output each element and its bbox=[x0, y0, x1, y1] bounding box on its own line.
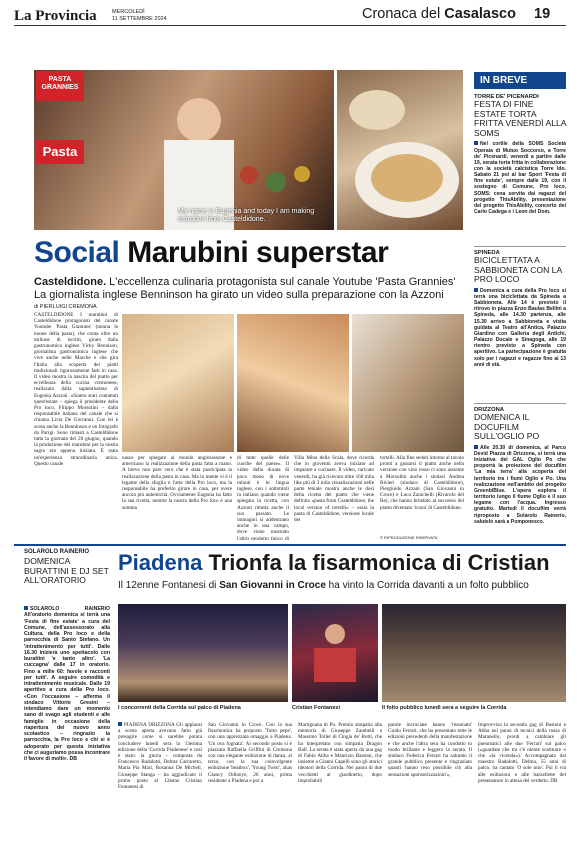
accordion-player-illustration bbox=[292, 604, 378, 702]
issue-day: MERCOLEDÌ bbox=[112, 9, 145, 15]
solarolo-text: SOLAROLO RAINERIO All'oratorio domenica si terrà una 'Festa di fine estate' a cura del Comune, dell'assessorato alla Cultura, della Pro loco e della parrocchia di Santo Stefano. Un 'intrattenimento per tutti'. Dalle 16.30 inizierà uno spettacolo con burattini 'e tanto altro'. 'La cuccagna' dalle 17 in oratorio. Fino a mille 60: favole e racconti per tutti'. A seguire comodità e intrattenimento musicale. Dalle 19 aperitivo a cura della Pro loco. «Con l'occasione – afferma il sindaco Vittorio Gresini – intendiamo dare un momento sano di svago agli studenti e alle famiglie in occasione della riapertura del nuovo anno scolastico – ringrazio la parrocchia, la Pro loco e chi si è adoperato per questa iniziativa che ci auguriamo possa incontrare il favore di molti». DB bbox=[24, 606, 110, 762]
photo-marubini-making bbox=[237, 314, 349, 452]
brief-title: FESTA DI FINE ESTATE TORTA FRITTA VENERDÌ ALLA SOMS bbox=[474, 99, 567, 138]
reproduction-notice: © RIPRODUZIONE RISERVATA bbox=[380, 535, 438, 540]
newspaper-brand: La Provincia bbox=[14, 8, 97, 24]
photo-caption: Il folto pubblico lunedì sera a seguire la Corrida bbox=[382, 705, 507, 711]
photo-caption: Cristian Fontanesi bbox=[292, 705, 340, 711]
brief-title: DOMENICA IL DOCUFILM SULL'OGLIO PO bbox=[474, 412, 540, 442]
brief-text: Alle 20.30 di domenica, al Parco Devid Piazza di Drizzona, si terrà una iniziativa del GAL Oglio Po che proporrà la proiezione del docufilm 'La mia terra' alla scoperta del territorio tra i fiumi Oglio e Po. Una realizzazione nell'ambito del progetto GreenblBlue. L'opera esplora il territorio lungo il fiume Oglio e il suo legame con l'acqua. Ingresso gratuito. Martedì il docufilm verrà riproposto a Solarolo Rainerio, salutelo sarà a Pomponesco. bbox=[474, 444, 566, 525]
brief-item-torre bbox=[474, 94, 566, 253]
main-story-col1: CASTELDIDONE I marubini di Casteldidone protagonisti del canale Youtube 'Pasta Grannies' (nonna le nonne della pasta), che conta oltre un milione di iscritti, girato dalla gastronomica inglese Vicky Bennison, giornalista gastronomica inglese che vive anche nelle Marche e che gira l'Italia alla scoperta dei piatti tradizionali rigorosamente fatti in casa. Il video mostra la nascita del piatto per eccellenza della cucina cremonese, realizzato dalla sapientissima di Eugenia Azzoni. «Siamo stati contattati quest'estate – spiega il presidente della Pro loco, Filippo Morsolini – dalla responsabile italiana del canale che si chiama Livia De Giovanni. Con lei è scesa anche la Benninson e un fotografo da Parigi. Sono rimasti a Casteldidone tutta la giornata del 20 giugno, quando la produzione dei marubini per la nostra sagra era appena iniziata. È stata un'esperienza straordinaria unica. Questo canale bbox=[34, 312, 118, 467]
photo-pasta-sheet bbox=[122, 314, 234, 452]
piadena-headline: Piadena Trionfa la fisarmonica di Cristian bbox=[118, 550, 550, 575]
section-title: Cronaca del Casalasco bbox=[362, 6, 516, 22]
main-story-col4: Villa Mina della Scala, dove ricorda che in gioventù aveva iniziato ad imparare a cucinare. Il video, caricato venerdì, ha già ricevuto oltre 160 mila like più di 3 mila visualizzazioni nelle parte teniale mostra anche le dosi della ricetta del piatto che viene definito «pasta from Casteldidone, the local version of tortelli» – ossia la pasta di Casteldidone, versione locale dei bbox=[294, 455, 374, 524]
solarolo-title: DOMENICA BURATTINI E DJ SET ALL'ORATORIO bbox=[24, 556, 109, 586]
photo-caption: I concorrenti della Corrida sul palco di Piadena bbox=[118, 705, 241, 711]
piadena-subhead: Il 12enne Fontanesi di San Giovanni in Croce ha vinto la Corrida davanti a un folto pubblico bbox=[118, 580, 529, 591]
brief-kicker: SPINEDA bbox=[474, 250, 500, 256]
pasta-logo-badge: Pasta bbox=[36, 140, 84, 164]
piadena-col3: Martignana di Po. Premio simpatia alla memoria di Giuseppe Zambelli a Massimo Toller di Cingia de' Botti, che ha interpretato con simpatia Dragon Ball. La serata è stata aperta da una gag di Fabio Abba e Maurizio Bastoni, che insieme a Gianni Capelli sono gli storici ideatori della Corrida. Nei panni di due vecchietti al giardinetto, dopo improbabili bbox=[298, 722, 382, 784]
piadena-col1: PIADENA DRIZZONA Gli applausi a scena aperta avevano fatto già presagire come si sarebbe potuta concludere lunedì sera la 13esima edizione della 'Corrida Piadenese' e così è stato: la giuria – composta da Francesco Badalotti, Delma Carraretto, Maria Pia Mari, Rosanna De Micheli, Giuseppe Stanga – ha aggiudicato il primo posto al 12enne Cristian Fontanesi di bbox=[118, 722, 202, 791]
photo-cristian-fontanesi bbox=[292, 604, 378, 702]
photo-eugenia-kitchen bbox=[352, 314, 464, 452]
brief-kicker: DRIZZONA bbox=[474, 407, 504, 413]
main-story-col5: tortelli. Alla fine seduti intorno al tavolo pronti a gustarsi il piatto anche nella versione con vino rosso ci sono assieme a Morsolini anche i sindaci Andrea Rivieri (sindaco di Casteldidone), Piergiuido Azzani (San Giovanni in Croce) e Luca Zanichelli (Rivarolo del Re), che hanno brindato al successo del piatto diventato 'icona' di Casteldidone. bbox=[380, 455, 464, 511]
bullet-square-icon bbox=[118, 722, 122, 726]
pasta-grannies-logo: PASTA GRANNIES bbox=[36, 71, 84, 101]
brief-kicker: TORRE DE' PICENARDI bbox=[474, 94, 539, 100]
brief-divider bbox=[474, 403, 566, 404]
brief-title: BICICLETTATA A SABBIONETA CON LA PRO LOCO bbox=[474, 255, 562, 285]
brief-item-spineda bbox=[474, 250, 566, 400]
brief-divider bbox=[474, 246, 566, 247]
marubini-dish-photo bbox=[337, 70, 463, 230]
piadena-col2: San Giovanni in Croce. Con la sua fisarmonica ha proposto 'Tutto pepe', con una apprezzata omaggio a Piadena. 'Un ova fognata'. Al secondo posto si è piazzata Raffaella Griffini di Cremona con una elegante esibizione di danza, al terzo, con la sua coinvolgente esibizione 'beatbox', 'Young Twist', alias Giancy Odionye, 26 anni, prima residente a Piadena e poi a bbox=[208, 722, 292, 784]
bullet-square-icon bbox=[24, 606, 28, 610]
photo-audience bbox=[382, 604, 566, 702]
brief-text: Domenica a cura della Pro loco si terrà una biciclettata da Spineda a Sabbioneta. Alle 14 è previsto il ritrovo in piazza Enzo Baulas Bellini a Spineda, alle 14.30 partenza, alle 15.30 arrivo a Sabbioneta e visita guidata al Teatro all'Antica, Palazzo Giardino con Galleria degli Antichi, Palazzo Ducale e Sinagoga, alle 19 rientro previsto a Spineda con aperitivo. La partecipazione è gratuita solo per i ragazzi e ragazze fino ai 13 anni di età. bbox=[474, 287, 566, 368]
video-subtitle: My name is Eugenia and today I am making marubini from Casteldidone. bbox=[178, 208, 315, 223]
main-subhead: Casteldidone. L'eccellenza culinaria protagonista sul canale Youtube 'Pasta Grannies' La giornalista inglese Benninson ha girato un video sulla preparazione con la Azzoni bbox=[34, 276, 456, 301]
issue-full-date: 11 SETTEMBRE 2024 bbox=[112, 15, 167, 22]
brief-item-drizzona bbox=[474, 407, 566, 545]
in-breve-header: IN BREVE bbox=[474, 72, 566, 89]
section-divider bbox=[14, 544, 566, 546]
photo-corrida-stage bbox=[118, 604, 288, 702]
byline: di PIERLUIGI CREMONA bbox=[34, 304, 97, 310]
main-headline: Social Marubini superstar bbox=[34, 236, 389, 269]
main-story-col2: nasce per spiegare al mondo anglosassone e americano la realizzazione della pasta fatta a mano. A breve non pare vero che è stata posticipata la realizzazione della pasta in casa. Ma in mente vi è il legame della sfoglia e l'arte della Pro loco, ma la responsabile ha preferito girare in casa, per avere ancora più autenticità. Ovviamente Eugenia ha fatto la sua ricetta, mentre la nostra della Pro loco è una somma bbox=[122, 455, 232, 511]
main-story-col3: di tutte quelle delle cuoche del paese». Il video della durata di poco meno di nove minuti è in lingua inglese, con i sottotitoli in italiano quando viene spiegata la ricetta, con Azzoni ritratta anche il suo passato. Le immagini si addentrano anche in una campo, dove viene mostrato l'altro prodotto tipico di bbox=[237, 455, 289, 540]
bullet-square-icon bbox=[474, 445, 478, 449]
solarolo-kicker: SOLAROLO RAINERIO bbox=[24, 549, 90, 555]
masthead-rule bbox=[14, 25, 566, 26]
page-number: 19 bbox=[534, 6, 551, 22]
bullet-square-icon bbox=[474, 288, 478, 292]
issue-date bbox=[112, 9, 167, 22]
dish-illustration bbox=[337, 70, 463, 230]
piadena-col5: Improvvisa la seconda gag di Bastoni e Abba nei panni di tecnici della rossa di Maranello, pronti a cambiare gli pneumatici alle due 'Ferrari' sul palco («guardate che tra c'è niente sostituire o che «la vicenda»). Accompagnata dal maestro Badalotti, Delma, 55 anni di palco, ha cantato 'O sole mio'. Poi il via alle esibizioni e alle barzellette del presentatore in attesa del verdetto. DB bbox=[478, 722, 566, 784]
piadena-col4: parole incrociate hanno 'risuonato' Guido Ferrari, che ha presentato tutte le edizioni precedenti della manifestazione e che anche l'altra sera ha condotto in modo brillante e leggero la serata. Il sindaco Federica Ferrari ha salutato il grande pubblico presente e ringraziato quanti 'hanno reso possibile ciò alla sensazioni sponsorizzazioni'», bbox=[388, 722, 472, 778]
brief-text: Nel cortile della SOMS Società Operaia di Mutuo Soccorso, a Torre de' Picenardi, venerdì a partire dalle 19, serata torta fritta in collaborazione con la società calcistica Torre Ido. Sabato 21 poi al bar Sport 'Festa di fine estate', sempre dalle 19, con il sostegno di Comune, Pro loco, SOMS: cena servita dai ragazzi del progetto ThisAbility, presentazione del progetto ThisAbility, concerto dei Carlo Cadega e i Leon del Dom. bbox=[474, 141, 566, 216]
bullet-square-icon bbox=[474, 141, 478, 145]
